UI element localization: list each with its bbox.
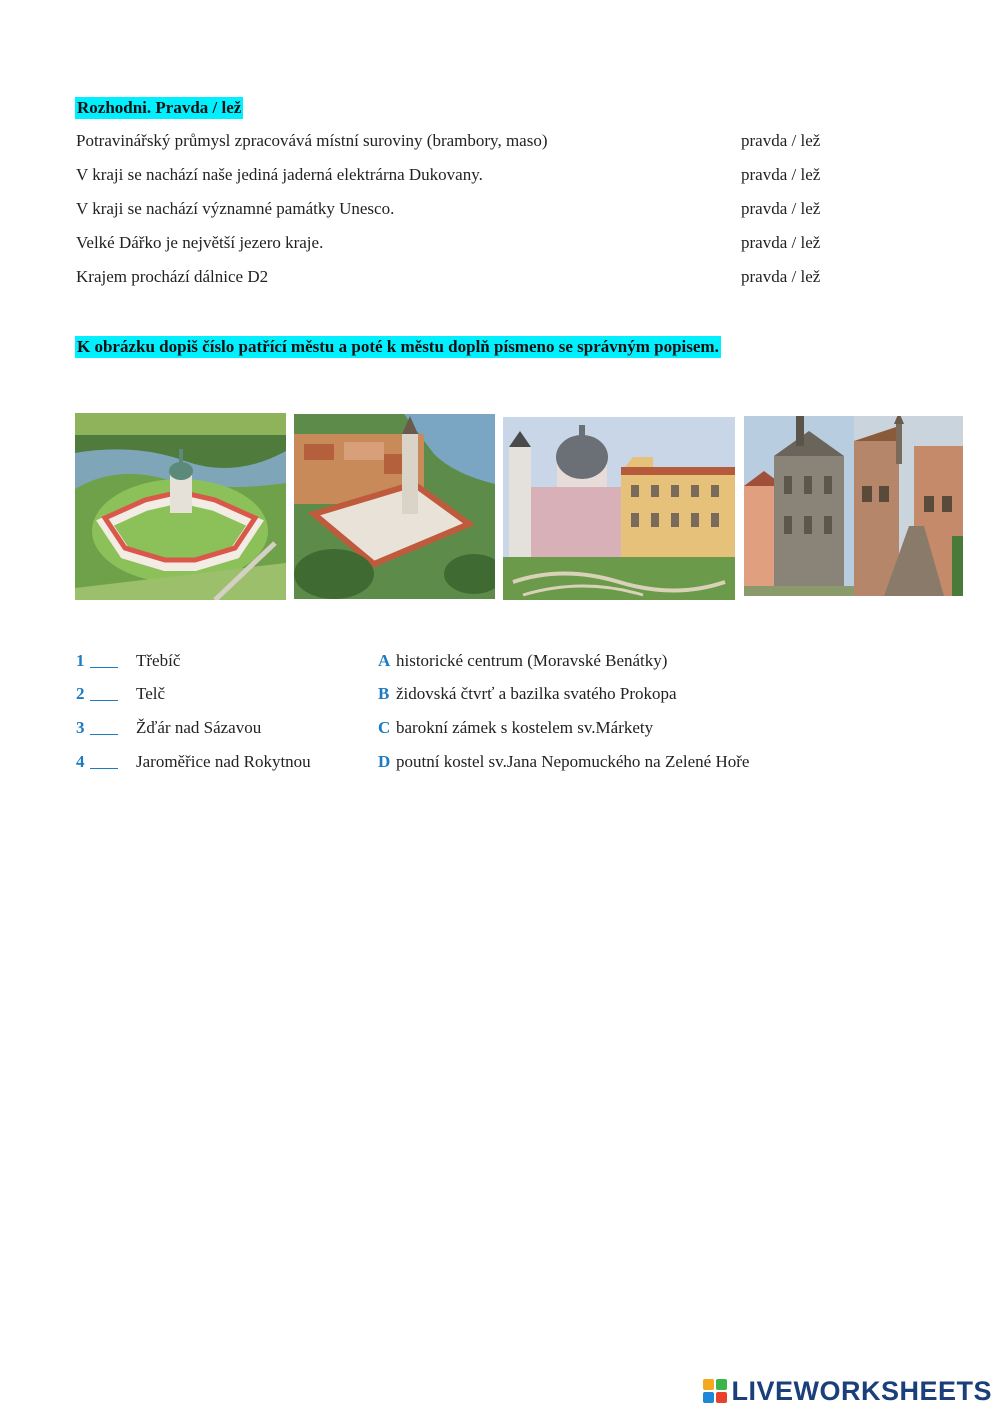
answer-blank[interactable] xyxy=(90,734,118,735)
town-aerial-photo xyxy=(294,414,495,599)
city-name: Třebíč xyxy=(136,651,181,670)
statement-text: Potravinářský průmysl zpracovává místní suroviny (brambory, maso) xyxy=(76,131,548,150)
city-name: Jaroměřice nad Rokytnou xyxy=(136,752,311,771)
answer-blank[interactable] xyxy=(90,768,118,769)
matching-row xyxy=(76,649,876,673)
true-false-choice[interactable]: pravda / lež xyxy=(741,267,821,286)
description-text: poutní kostel sv.Jana Nepomuckého na Zelené Hoře xyxy=(396,752,750,771)
church-on-green-hill-photo xyxy=(75,413,286,600)
matching-row xyxy=(76,750,876,774)
statement-text: Velké Dářko je největší jezero kraje. xyxy=(76,233,324,252)
answer-blank[interactable] xyxy=(90,700,118,701)
true-false-choice[interactable]: pravda / lež xyxy=(741,199,821,218)
true-false-choice[interactable]: pravda / lež xyxy=(741,165,821,184)
statement-row xyxy=(76,163,836,187)
description-letter: A xyxy=(378,651,391,670)
section2-title: K obrázku dopiš číslo patřící městu a poté k městu doplň písmeno se správným popisem. xyxy=(77,337,719,356)
city-number: 4 xyxy=(76,752,85,771)
description-text: historické centrum (Moravské Benátky) xyxy=(396,651,668,670)
liveworksheets-logo xyxy=(703,1375,992,1407)
description-letter: C xyxy=(378,718,391,737)
logo-mark-icon xyxy=(703,1379,727,1403)
description-text: barokní zámek s kostelem sv.Márkety xyxy=(396,718,654,737)
city-number: 1 xyxy=(76,651,85,670)
statement-text: V kraji se nachází významné památky Unesco. xyxy=(76,199,395,218)
baroque-chateau-photo xyxy=(503,417,735,600)
city-number: 3 xyxy=(76,718,85,737)
statement-row xyxy=(76,231,836,255)
statement-row xyxy=(76,129,836,153)
description-text: židovská čtvrť a bazilka svatého Prokopa xyxy=(396,684,677,703)
section1-title: Rozhodni. Pravda / lež xyxy=(77,98,242,117)
city-number: 2 xyxy=(76,684,85,703)
answer-blank[interactable] xyxy=(90,667,118,668)
true-false-choice[interactable]: pravda / lež xyxy=(741,131,821,150)
matching-row xyxy=(76,682,876,706)
photo-strip xyxy=(0,412,1000,602)
matching-row xyxy=(76,716,876,740)
city-name: Žďár nad Sázavou xyxy=(136,718,262,737)
city-name: Telč xyxy=(136,684,166,703)
logo-text: LIVEWORKSHEETS xyxy=(731,1375,992,1406)
description-letter: D xyxy=(378,752,391,771)
statement-text: V kraji se nachází naše jediná jaderná elektrárna Dukovany. xyxy=(76,165,483,184)
statement-text: Krajem prochází dálnice D2 xyxy=(76,267,269,286)
description-letter: B xyxy=(378,684,390,703)
basilica-and-street-photo xyxy=(744,416,963,596)
statement-row xyxy=(76,265,836,289)
true-false-choice[interactable]: pravda / lež xyxy=(741,233,821,252)
statement-row xyxy=(76,197,836,221)
